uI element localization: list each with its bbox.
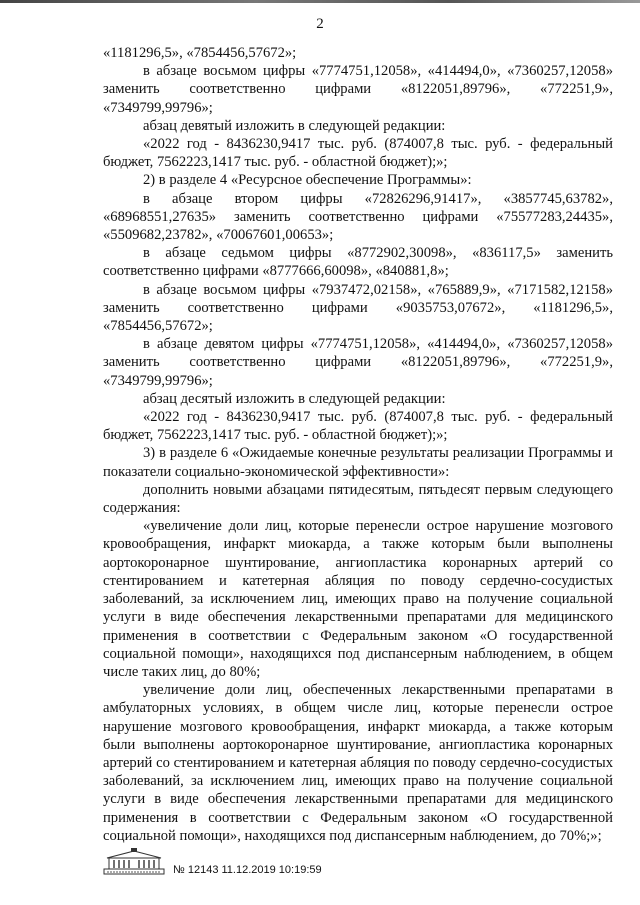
paragraph: увеличение доли лиц, обеспеченных лекарственными препаратами в амбулаторных условиях, в общем числе лиц, которые перенесли острое нарушение мозгового кровообращения, инфаркт миокарда, а также которым были выполнены аортокоронарное шунтирование, ангиопластика коронарных артерий со стентированием и катетерная абляция по поводу сердечно-сосудистых заболеваний, за исключением лиц, имеющих право на получение социальной услуги в виде обеспечения лекарственными препаратами для медицинского применения в соответствии с Федеральным законом «О государственной социальной помощи», находящихся под диспансерным наблюдением, до 70%;»; bbox=[103, 682, 613, 844]
paragraph: в абзаце девятом цифры «7774751,12058», «414494,0», «7360257,12058» заменить соответственно цифрами «8122051,89796», «772251,9», «7349799,99796»; bbox=[103, 336, 613, 389]
paragraph: абзац девятый изложить в следующей редакции: bbox=[143, 117, 446, 134]
registration-stamp: № 12143 11.12.2019 10:19:59 bbox=[173, 864, 322, 876]
paragraph: в абзаце седьмом цифры «8772902,30098», «836117,5» заменить соответственно цифрами «8777666,60098», «840881,8»; bbox=[103, 245, 613, 280]
paragraph: в абзаце втором цифры «72826296,91417», «3857745,63782», «68968551,27635» заменить соответственно цифрами «75577283,24435», «5509682,23782», «70067601,00653»; bbox=[103, 190, 613, 244]
paragraph: абзац десятый изложить в следующей редакции: bbox=[143, 390, 446, 407]
building-stamp-icon bbox=[103, 848, 165, 876]
scan-top-edge bbox=[0, 0, 640, 3]
document-body bbox=[103, 44, 613, 845]
document-footer bbox=[103, 848, 623, 878]
paragraph: в абзаце восьмом цифры «7937472,02158», «765889,9», «7171582,12158» заменить соответственно цифрами «9035753,07672», «1181296,5», «7854456,57672»; bbox=[103, 281, 613, 335]
paragraph: «2022 год - 8436230,9417 тыс. руб. (874007,8 тыс. руб. - федеральный бюджет, 7562223,1417 тыс. руб. - областной бюджет);»; bbox=[103, 136, 613, 171]
paragraph: в абзаце восьмом цифры «7774751,12058», «414494,0», «7360257,12058» заменить соответственно цифрами «8122051,89796», «772251,9», «7349799,99796»; bbox=[103, 63, 613, 116]
paragraph: дополнить новыми абзацами пятидесятым, пятьдесят первым следующего содержания: bbox=[103, 481, 613, 517]
paragraph: 2) в разделе 4 «Ресурсное обеспечение Программы»: bbox=[143, 172, 472, 189]
paragraph: 3) в разделе 6 «Ожидаемые конечные результаты реализации Программы и показатели социально-экономической эффективности»: bbox=[103, 445, 613, 480]
paragraph: «2022 год - 8436230,9417 тыс. руб. (874007,8 тыс. руб. - федеральный бюджет, 7562223,1417 тыс. руб. - областной бюджет);»; bbox=[103, 409, 613, 444]
paragraph: «1181296,5», «7854456,57672»; bbox=[103, 45, 297, 61]
page-number: 2 bbox=[316, 16, 324, 32]
paragraph: «увеличение доли лиц, которые перенесли острое нарушение мозгового кровообращения, инфаркт миокарда, а также которым были выполнены аортокоронарное шунтирование, ангиопластика коронарных артерий со стентированием и катетерная абляция по поводу сердечно-сосудистых заболеваний, за исключением лиц, имеющих право на получение социальной услуги в виде обеспечения лекарственными препаратами для медицинского применения в соответствии с Федеральным законом «О государственной социальной помощи», находящихся под диспансерным наблюдением, в общем числе таких лиц, до 80%; bbox=[103, 518, 613, 680]
